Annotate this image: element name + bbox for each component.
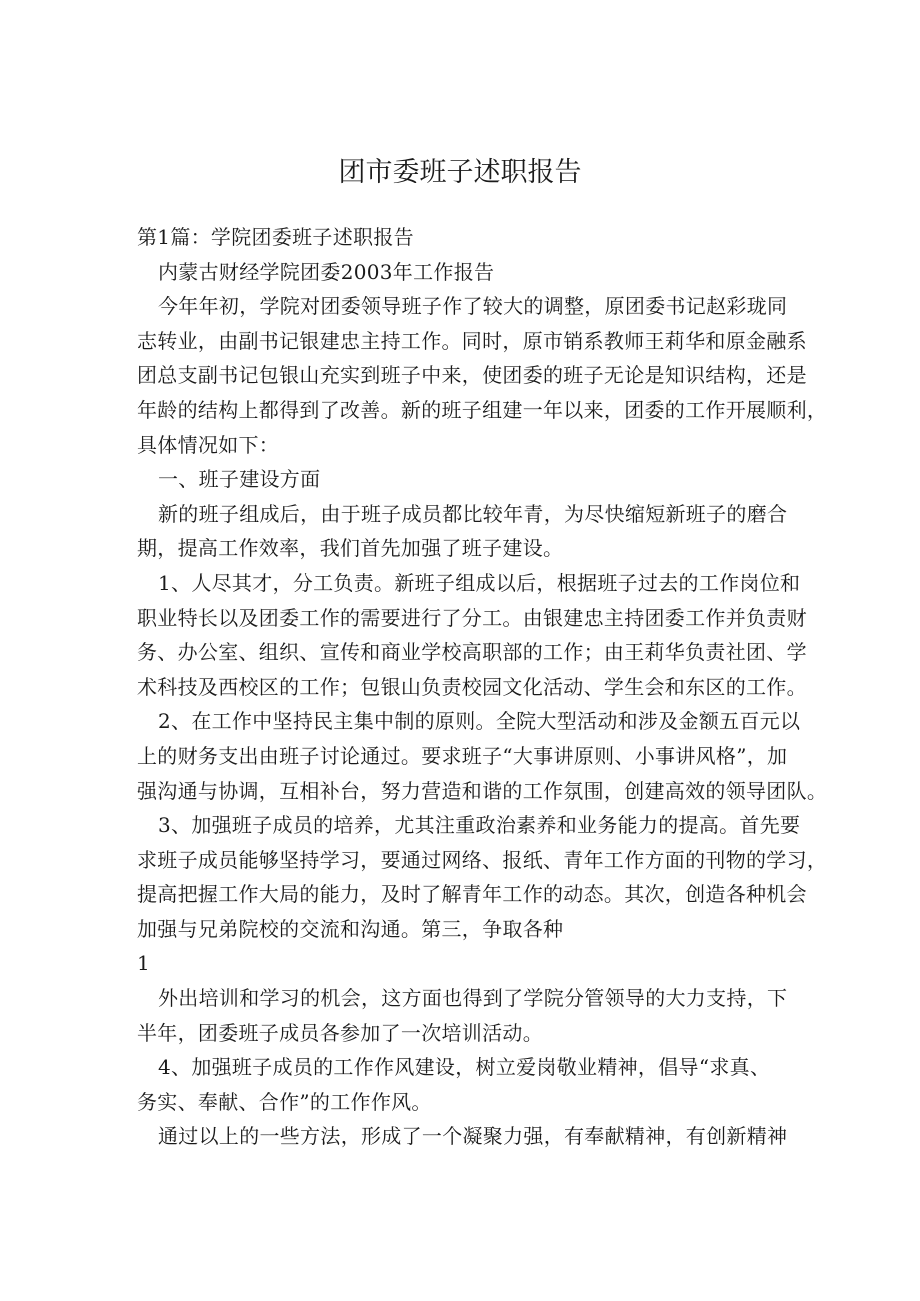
text-line: 强沟通与协调，互相补台，努力营造和谐的工作氛围，创建高效的领导团队。: [137, 778, 828, 803]
text-line: 一、班子建设方面: [158, 467, 321, 492]
text-line: 年龄的结构上都得到了改善。新的班子组建一年以来，团委的工作开展顺利，: [137, 397, 828, 422]
text-line: 团总支副书记包银山充实到班子中来，使团委的班子无论是知识结构，还是: [137, 363, 807, 388]
text-line: 志转业，由副书记银建忠主持工作。同时，原市销系教师王莉华和原金融系: [137, 328, 807, 353]
text-line: 外出培训和学习的机会，这方面也得到了学院分管领导的大力支持，下: [158, 986, 788, 1011]
text-line: 通过以上的一些方法，形成了一个凝聚力强，有奉献精神，有创新精神: [158, 1124, 788, 1149]
text-line: 内蒙古财经学院团委2003年工作报告: [158, 259, 495, 284]
text-line: 2、在工作中坚持民主集中制的原则。全院大型活动和涉及金额五百元以: [158, 709, 801, 734]
text-line: 职业特长以及团委工作的需要进行了分工。由银建忠主持团委工作并负责财: [137, 605, 807, 630]
text-line: 务实、奉献、合作”的工作作风。: [137, 1089, 432, 1114]
text-line: 提高把握工作大局的能力，及时了解青年工作的动态。其次，创造各种机会: [137, 882, 807, 907]
document-body: [137, 220, 828, 1154]
text-line: 务、办公室、组织、宣传和商业学校高职部的工作；由王莉华负责社团、学: [137, 640, 807, 665]
text-line: 术科技及西校区的工作；包银山负责校园文化活动、学生会和东区的工作。: [137, 674, 807, 699]
text-line: 半年，团委班子成员各参加了一次培训活动。: [137, 1020, 543, 1045]
text-line: 期，提高工作效率，我们首先加强了班子建设。: [137, 536, 564, 561]
text-line: 3、加强班子成员的培养，尤其注重政治素养和业务能力的提高。首先要: [158, 813, 801, 838]
text-line: 1、人尽其才，分工负责。新班子组成以后，根据班子过去的工作岗位和: [158, 570, 801, 595]
text-line: 具体情况如下：: [137, 432, 280, 457]
text-line: 第1篇：学院团委班子述职报告: [137, 225, 414, 249]
text-line: 上的财务支出由班子讨论通过。要求班子“大事讲原则、小事讲风格”，加: [137, 743, 788, 768]
text-line: 加强与兄弟院校的交流和沟通。第三，争取各种: [137, 916, 564, 941]
text-line: 新的班子组成后，由于班子成员都比较年青，为尽快缩短新班子的磨合: [158, 501, 788, 526]
document-title: 团市委班子述职报告: [338, 157, 582, 188]
page-number: 1: [137, 951, 151, 976]
text-line: 今年年初，学院对团委领导班子作了较大的调整，原团委书记赵彩珑同: [158, 294, 788, 319]
text-line: 求班子成员能够坚持学习，要通过网络、报纸、青年工作方面的刊物的学习，: [137, 847, 828, 872]
text-line: 4、加强班子成员的工作作风建设，树立爱岗敬业精神，倡导“求真、: [158, 1055, 771, 1080]
